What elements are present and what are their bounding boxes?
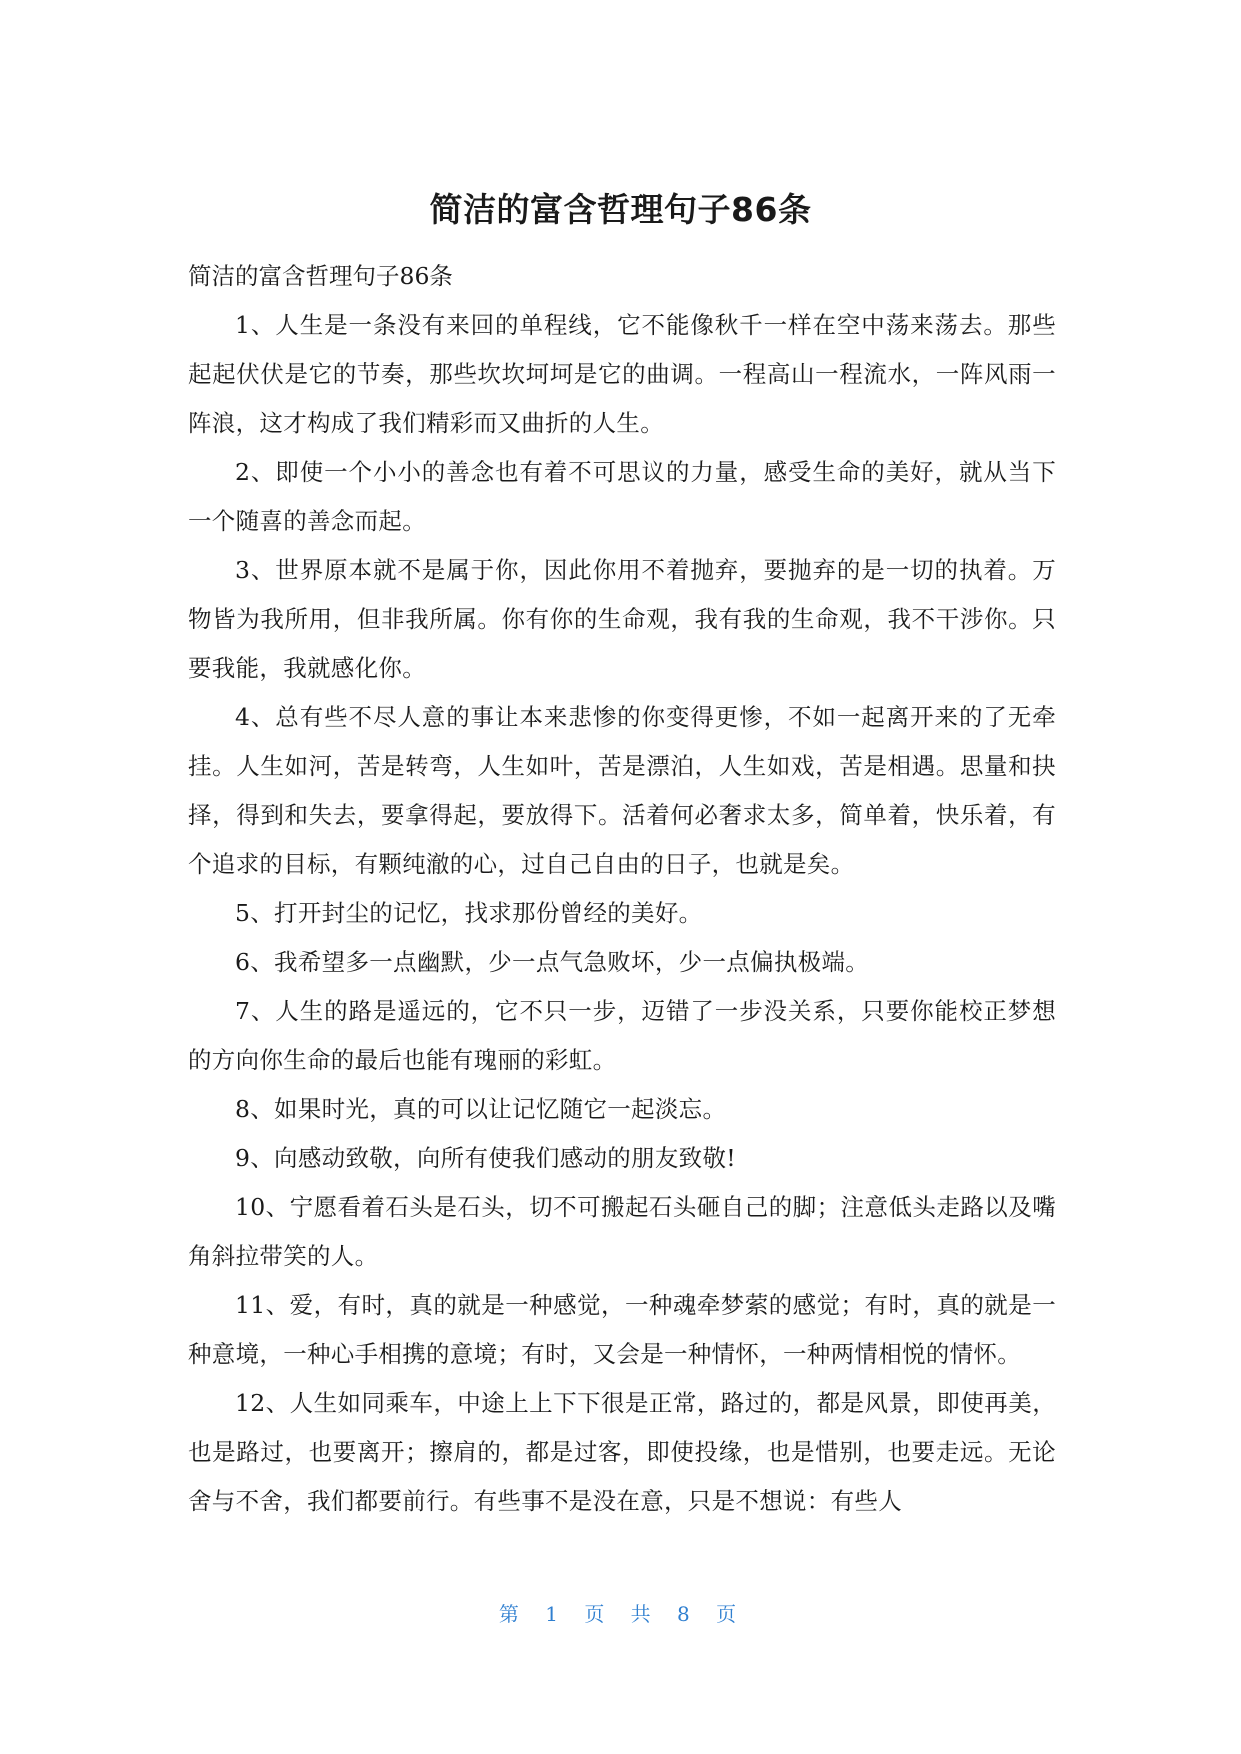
- paragraph-6: 6、我希望多一点幽默，少一点气急败坏，少一点偏执极端。: [235, 948, 870, 976]
- paragraph-3: 3、世界原本就不是属于你，因此你用不着抛弃，要抛弃的是一切的执着。万物皆为我所用，但非我所属。你有你的生命观，我有我的生命观，我不干涉你。只要我能，我就感化你。: [188, 556, 1056, 682]
- paragraph-12: 12、人生如同乘车，中途上上下下很是正常，路过的，都是风景，即使再美，也是路过，也要离开；擦肩的，都是过客，即使投缘，也是惜别，也要走远。无论舍与不舍，我们都要前行。有些事不是没在意，只是不想说：有些人: [188, 1389, 1056, 1515]
- paragraph-11: 11、爱，有时，真的就是一种感觉，一种魂牵梦萦的感觉；有时，真的就是一种意境，一种心手相携的意境；有时，又会是一种情怀，一种两情相悦的情怀。: [188, 1291, 1056, 1368]
- document-subtitle: 简洁的富含哲理句子86条: [188, 262, 453, 290]
- document-title: 简洁的富含哲理句子86条: [429, 190, 812, 229]
- paragraph-9: 9、向感动致敬，向所有使我们感动的朋友致敬!: [235, 1144, 736, 1172]
- paragraph-8: 8、如果时光，真的可以让记忆随它一起淡忘。: [235, 1095, 727, 1123]
- paragraph-1: 1、人生是一条没有来回的单程线，它不能像秋千一样在空中荡来荡去。那些起起伏伏是它的节奏，那些坎坎坷坷是它的曲调。一程高山一程流水，一阵风雨一阵浪，这才构成了我们精彩而又曲折的人生。: [188, 311, 1056, 437]
- page-number-footer: 第 1 页 共 8 页: [498, 1602, 743, 1626]
- paragraph-5: 5、打开封尘的记忆，找求那份曾经的美好。: [235, 899, 703, 927]
- paragraph-10: 10、宁愿看着石头是石头，切不可搬起石头砸自己的脚；注意低头走路以及嘴角斜拉带笑的人。: [188, 1193, 1056, 1270]
- paragraph-4: 4、总有些不尽人意的事让本来悲惨的你变得更惨，不如一起离开来的了无牵挂。人生如河，苦是转弯，人生如叶，苦是漂泊，人生如戏，苦是相遇。思量和抉择，得到和失去，要拿得起，要放得下。活着何必奢求太多，简单着，快乐着，有个追求的目标，有颗纯澈的心，过自己自由的日子，也就是矣。: [188, 703, 1056, 878]
- document-body: [188, 252, 1056, 1526]
- paragraph-2: 2、即使一个小小的善念也有着不可思议的力量，感受生命的美好，就从当下一个随喜的善念而起。: [188, 458, 1056, 535]
- paragraph-7: 7、人生的路是遥远的，它不只一步，迈错了一步没关系，只要你能校正梦想的方向你生命的最后也能有瑰丽的彩虹。: [188, 997, 1056, 1074]
